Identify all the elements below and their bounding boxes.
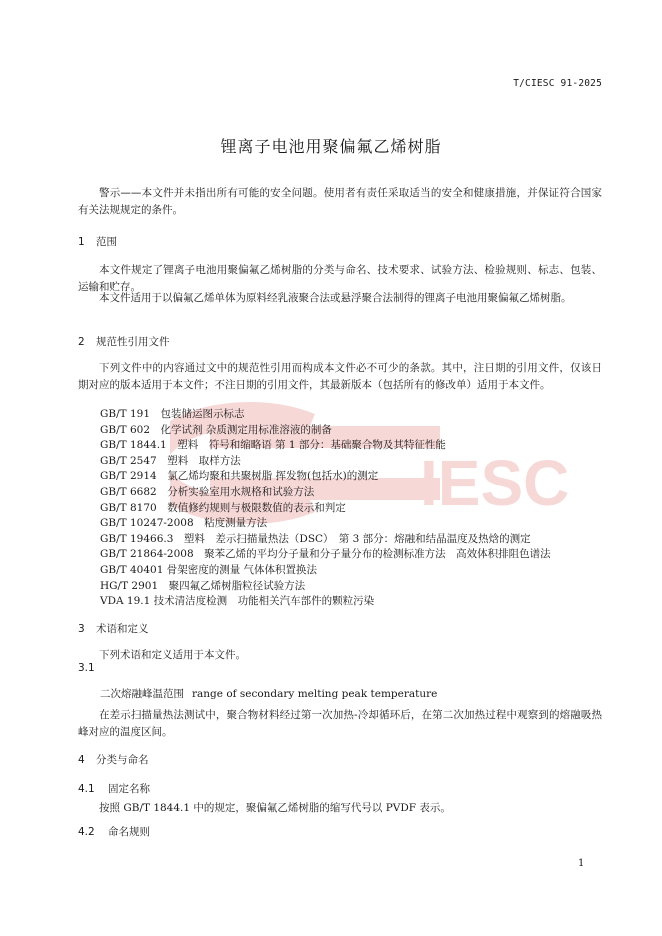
- term-number: 3.1: [78, 662, 95, 674]
- section-title: 分类与命名: [96, 754, 149, 766]
- document-code: T/CIESC 91-2025: [513, 78, 602, 89]
- section-2-heading: [78, 334, 170, 349]
- reference-item: GB/T 6682 分析实验室用水规格和试验方法: [100, 485, 315, 498]
- section-title: 范围: [96, 236, 117, 248]
- section-title: 规范性引用文件: [96, 336, 170, 348]
- section-4-1-paragraph: 按照 GB/T 1844.1 中的规定，聚偏氟乙烯树脂的缩写代号以 PVDF 表示。: [99, 802, 451, 814]
- section-title: 术语和定义: [96, 623, 149, 635]
- section-3-heading: [78, 621, 149, 636]
- reference-item: GB/T 10247-2008 粘度测量方法: [100, 517, 268, 530]
- term-chinese: 二次熔融峰温范围: [100, 688, 184, 700]
- reference-item: GB/T 21864-2008 聚苯乙烯的平均分子量和分子量分布的检测标准方法 高效体积排阻色谱法: [100, 548, 551, 561]
- section-4-1-heading: [78, 781, 150, 796]
- page-title: 锂离子电池用聚偏氟乙烯树脂: [220, 137, 442, 156]
- normative-references-list: [100, 407, 600, 610]
- section-4-heading: [78, 752, 149, 767]
- reference-item: GB/T 8170 数值修约规则与极限数值的表示和判定: [100, 501, 346, 514]
- subsection-title: 命名规则: [108, 826, 150, 838]
- reference-item: GB/T 191 包装储运图示标志: [100, 408, 245, 420]
- page-number: 1: [578, 858, 585, 869]
- reference-item: GB/T 1844.1 塑料 符号和缩略语 第 1 部分：基础聚合物及其特征性能: [100, 439, 446, 452]
- reference-item: GB/T 19466.3 塑料 差示扫描量热法（DSC） 第 3 部分：熔融和结晶温度及热焓的测定: [100, 532, 531, 545]
- term-english: range of secondary melting peak temperature: [192, 688, 438, 700]
- section-1-heading: [78, 234, 117, 249]
- reference-item: GB/T 2914 氯乙烯均聚和共聚树脂 挥发物(包括水)的测定: [100, 470, 379, 483]
- safety-warning: 警示——本文件并未指出所有可能的安全问题。使用者有责任采取适当的安全和健康措施，并保证符合国家有关法规规定的条件。: [78, 187, 602, 216]
- section-number: 4: [78, 754, 85, 766]
- watermark-text: IESC: [420, 447, 570, 519]
- term-definition: 在差示扫描量热法测试中，聚合物材料经过第一次加热-冷却循环后，在第二次加热过程中观察到的熔融吸热峰对应的温度区间。: [78, 709, 602, 738]
- reference-item: GB/T 40401 骨架密度的测量 气体体积置换法: [100, 563, 318, 576]
- section-number: 2: [78, 336, 85, 348]
- reference-item: VDA 19.1 技术清洁度检测 功能相关汽车部件的颗粒污染: [100, 595, 375, 608]
- subsection-number: 4.2: [78, 826, 95, 838]
- subsection-title: 固定名称: [108, 783, 150, 795]
- section-number: 1: [78, 236, 85, 248]
- reference-item: HG/T 2901 聚四氟乙烯树脂粒径试验方法: [100, 579, 306, 592]
- reference-item: GB/T 602 化学试剂 杂质测定用标准溶液的制备: [100, 423, 332, 436]
- section-1-paragraph-1: 本文件规定了锂离子电池用聚偏氟乙烯树脂的分类与命名、技术要求、试验方法、检验规则、标志、包装、运输和贮存。: [78, 264, 602, 293]
- reference-item: GB/T 2547 塑料 取样方法: [100, 454, 241, 467]
- term-entry: [100, 686, 437, 701]
- section-number: 3: [78, 623, 85, 635]
- section-4-2-heading: [78, 824, 150, 839]
- section-3-paragraph: 下列术语和定义适用于本文件。: [99, 649, 246, 661]
- section-1-paragraph-2: 本文件适用于以偏氟乙烯单体为原料经乳液聚合法或悬浮聚合法制得的锂离子电池用聚偏氟乙烯树脂。: [99, 292, 572, 304]
- subsection-number: 4.1: [78, 783, 95, 795]
- section-2-paragraph: 下列文件中的内容通过文中的规范性引用而构成本文件必不可少的条款。其中，注日期的引用文件，仅该日期对应的版本适用于本文件；不注日期的引用文件，其最新版本（包括所有的修改单）适用于本文件。: [78, 362, 602, 391]
